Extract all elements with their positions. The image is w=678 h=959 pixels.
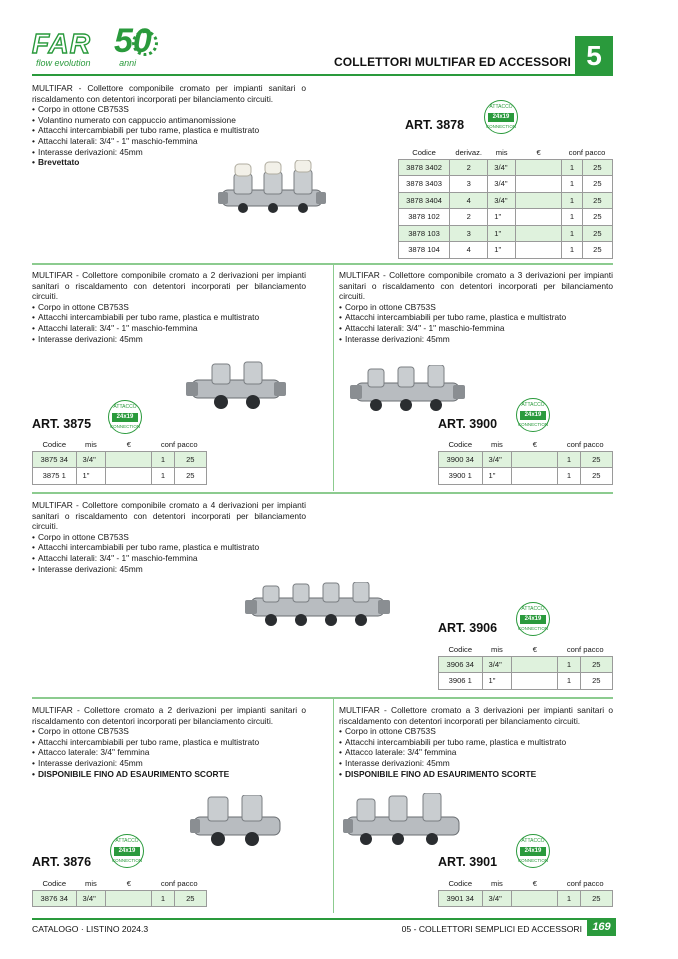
desc-3876 xyxy=(32,705,306,779)
bullet: • Interasse derivazioni: 45mm xyxy=(32,758,306,769)
article-title-3875: ART. 3875 xyxy=(32,417,92,431)
bullet: • Interasse derivazioni: 45mm xyxy=(32,564,306,575)
table-row: 3878 3403 3 3/4" 1 25 xyxy=(399,176,613,193)
table-row: 3900 34 3/4" 1 25 xyxy=(439,451,613,468)
column-divider xyxy=(333,265,334,491)
col-conf-pacco: conf pacco xyxy=(568,147,606,157)
bullet: • Interasse derivazioni: 45mm xyxy=(339,334,613,345)
description-text: MULTIFAR - Collettore componibile cromato a 3 derivazioni per impianti sanitari o riscaldamento con detentori incorporati per bilanciamento circuiti. xyxy=(339,270,613,302)
bullet-bold: • DISPONIBILE FINO AD ESAURIMENTO SCORTE xyxy=(32,769,306,780)
description-text: MULTIFAR - Collettore componibile cromato per impianti sanitari o riscaldamento con detentori incorporati per bilanciamento circuiti. xyxy=(32,83,306,104)
bullet-list xyxy=(32,302,306,344)
desc-3900 xyxy=(339,270,613,344)
column-divider xyxy=(333,699,334,913)
section-title: COLLETTORI MULTIFAR ED ACCESSORI xyxy=(334,55,571,69)
bullet-list xyxy=(339,302,613,344)
bullet: • Interasse derivazioni: 45mm xyxy=(32,334,306,345)
bullet: • Attacchi intercambiabili per tubo rame, plastica e multistrato xyxy=(339,737,613,748)
table-row: 3878 102 2 1" 1 25 xyxy=(399,209,613,226)
bullet: • Interasse derivazioni: 45mm xyxy=(32,147,306,158)
col-price: € xyxy=(536,147,541,157)
bullet-list xyxy=(32,104,306,168)
article-title-3901: ART. 3901 xyxy=(438,855,498,869)
desc-3878 xyxy=(32,83,306,168)
manifold-2-ways-image xyxy=(186,360,286,416)
desc-3906 xyxy=(32,500,306,574)
manifold-4-ways-image xyxy=(245,582,390,632)
manifold-3-ways-image xyxy=(218,160,328,218)
table-row: 3875 1 1" 1 25 xyxy=(33,468,207,485)
desc-3901 xyxy=(339,705,613,779)
footer-divider xyxy=(32,918,587,920)
price-table-3906: Codice mis € conf pacco 3906 34 3/4" 1 25 3906 1 1" 1 25 xyxy=(438,643,613,690)
table-row: 3900 1 1" 1 25 xyxy=(439,468,613,485)
table-row: 3906 1 1" 1 25 xyxy=(439,673,613,690)
table-row: 3901 34 3/4" 1 25 xyxy=(439,890,613,907)
bullet-bold: • DISPONIBILE FINO AD ESAURIMENTO SCORTE xyxy=(339,769,613,780)
manifold-3-ways-image xyxy=(350,365,465,417)
bullet-list xyxy=(339,726,613,779)
attacco-badge: ATTACCO 24x19 CONNECTION xyxy=(516,834,550,868)
logo-tagline: flow evolution anni xyxy=(36,58,137,68)
table-row: 3878 3402 2 3/4" 1 25 xyxy=(399,159,613,176)
section-divider xyxy=(32,263,613,265)
bullet: • Attacchi intercambiabili per tubo rame, plastica e multistrato xyxy=(32,312,306,323)
attacco-badge: ATTACCO 24x19 CONNECTION xyxy=(110,834,144,868)
bullet: • Attacchi intercambiabili per tubo rame, plastica e multistrato xyxy=(32,125,306,136)
manifold-3-ways-image xyxy=(343,793,463,851)
bullet: • Volantino numerato con cappuccio antimanomissione xyxy=(32,115,306,126)
logo-anniversary: 50 xyxy=(114,22,152,60)
bullet: • Attacco laterale: 3/4" femmina xyxy=(32,747,306,758)
page-number: 169 xyxy=(587,918,616,936)
footer-catalog: CATALOGO · LISTINO 2024.3 xyxy=(32,924,149,934)
bullet: • Corpo in ottone CB753S xyxy=(32,104,306,115)
table-row: 3878 103 3 1" 1 25 xyxy=(399,225,613,242)
table-row: 3878 3404 4 3/4" 1 25 xyxy=(399,192,613,209)
attacco-badge: ATTACCO 24x19 CONNECTION xyxy=(484,100,518,134)
attacco-badge: ATTACCO 24x19 CONNECTION xyxy=(516,602,550,636)
bullet-list xyxy=(32,726,306,779)
desc-3875 xyxy=(32,270,306,344)
bullet: • Corpo in ottone CB753S xyxy=(339,726,613,737)
article-title-3900: ART. 3900 xyxy=(438,417,498,431)
bullet: • Attacchi laterali: 3/4" - 1" maschio-femmina xyxy=(32,136,306,147)
section-divider xyxy=(32,492,613,494)
footer-section: 05 - COLLETTORI SEMPLICI ED ACCESSORI xyxy=(401,924,582,934)
table-row: 3876 34 3/4" 1 25 xyxy=(33,890,207,907)
bullet: • Attacchi intercambiabili per tubo rame, plastica e multistrato xyxy=(32,737,306,748)
manifold-2-ways-image xyxy=(190,795,285,853)
price-table-3878 xyxy=(398,146,613,259)
col-derivaz: derivaz. xyxy=(455,147,482,157)
bullet: • Corpo in ottone CB753S xyxy=(32,726,306,737)
header-divider xyxy=(32,74,575,76)
bullet: • Interasse derivazioni: 45mm xyxy=(339,758,613,769)
description-text: MULTIFAR - Collettore componibile cromato a 2 derivazioni per impianti sanitari o riscaldamento con detentori incorporati per bilanciamento circuiti. xyxy=(32,270,306,302)
article-title-3906: ART. 3906 xyxy=(438,621,498,635)
section-number: 5 xyxy=(575,36,613,76)
bullet: • Attacchi laterali: 3/4" - 1" maschio-femmina xyxy=(32,323,306,334)
bullet: • Corpo in ottone CB753S xyxy=(32,532,306,543)
price-table-3901: Codice mis € conf pacco 3901 34 3/4" 1 25 xyxy=(438,877,613,907)
bullet: • Corpo in ottone CB753S xyxy=(32,302,306,313)
bullet: • Attacco laterale: 3/4" femmina xyxy=(339,747,613,758)
section-divider xyxy=(32,697,613,699)
bullet: • Attacchi laterali: 3/4" - 1" maschio-femmina xyxy=(32,553,306,564)
bullet-list xyxy=(32,532,306,574)
logo-brand: FAR xyxy=(32,28,91,59)
table-row: 3878 104 4 1" 1 25 xyxy=(399,242,613,259)
col-mis: mis xyxy=(495,147,508,157)
bullet: • Corpo in ottone CB753S xyxy=(339,302,613,313)
price-table-3875: Codice mis € conf pacco 3875 34 3/4" 1 25 3875 1 1" 1 25 xyxy=(32,438,207,485)
attacco-badge: ATTACCO 24x19 CONNECTION xyxy=(516,398,550,432)
far-logo xyxy=(32,22,162,72)
attacco-badge: ATTACCO 24x19 CONNECTION xyxy=(108,400,142,434)
description-text: MULTIFAR - Collettore cromato a 2 derivazioni per impianti sanitari o riscaldamento con detentori incorporati per bilanciamento circuiti. xyxy=(32,705,306,726)
article-title-3876: ART. 3876 xyxy=(32,855,92,869)
bullet-bold: • Brevettato xyxy=(32,157,306,168)
col-codice: Codice xyxy=(412,147,436,157)
price-table-3876: Codice mis € conf pacco 3876 34 3/4" 1 25 xyxy=(32,877,207,907)
bullet: • Attacchi intercambiabili per tubo rame, plastica e multistrato xyxy=(32,542,306,553)
article-title-3878: ART. 3878 xyxy=(405,118,465,132)
bullet: • Attacchi intercambiabili per tubo rame, plastica e multistrato xyxy=(339,312,613,323)
price-table-3900: Codice mis € conf pacco 3900 34 3/4" 1 25 3900 1 1" 1 25 xyxy=(438,438,613,485)
description-text: MULTIFAR - Collettore componibile cromato a 4 derivazioni per impianti sanitari o riscaldamento con detentori incorporati per bilanciamento circuiti. xyxy=(32,500,306,532)
bullet: • Attacchi laterali: 3/4" - 1" maschio-femmina xyxy=(339,323,613,334)
table-row: 3875 34 3/4" 1 25 xyxy=(33,451,207,468)
description-text: MULTIFAR - Collettore cromato a 3 derivazioni per impianti sanitari o riscaldamento con detentori incorporati per bilanciamento circuiti. xyxy=(339,705,613,726)
table-row: 3906 34 3/4" 1 25 xyxy=(439,656,613,673)
gear-icon xyxy=(132,30,158,56)
